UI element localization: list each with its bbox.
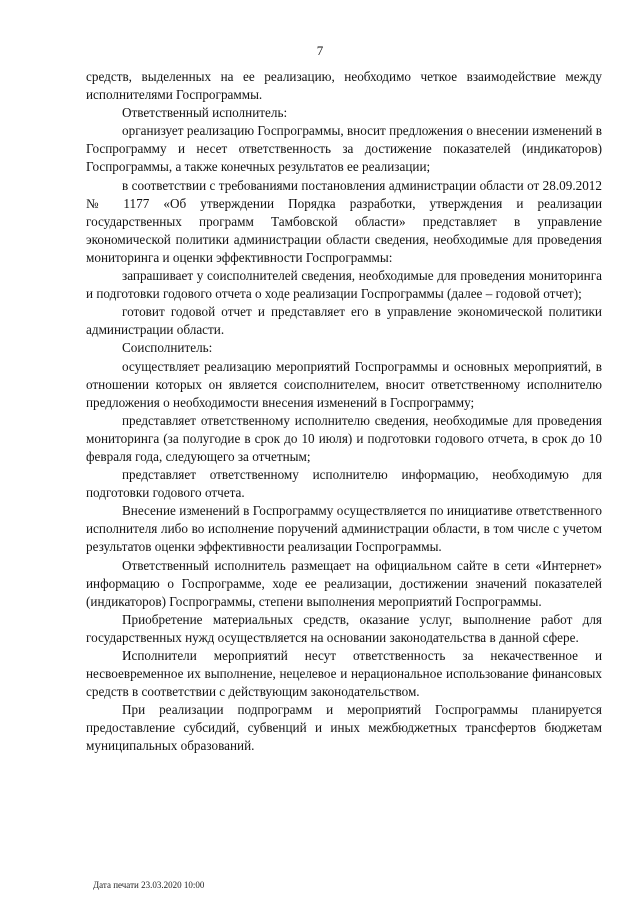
paragraph: Соисполнитель:	[122, 340, 213, 356]
paragraph: представляет ответственному исполнителю сведения, необходимые для проведения мониторинга (за полугодие в срок до 10 июля) и подготовки годового отчета, в срок до 10 февраля года, следующего за отчетным;	[86, 412, 602, 464]
paragraph: Ответственный исполнитель:	[122, 105, 288, 121]
paragraph: Приобретение материальных средств, оказание услуг, выполнение работ для государственных нужд осуществляется на основании законодательства в данной сфере.	[86, 611, 602, 645]
paragraph: представляет ответственному исполнителю информацию, необходимую для подготовки годового отчета.	[86, 467, 602, 501]
page-number: 7	[316, 43, 324, 58]
paragraph: запрашивает у соисполнителей сведения, необходимые для проведения мониторинга и подготовки годового отчета о ходе реализации Госпрограммы (далее – годовой отчет);	[86, 268, 602, 302]
document-body	[86, 68, 602, 756]
paragraph: Ответственный исполнитель размещает на официальном сайте в сети «Интернет» информацию о Госпрограмме, ходе ее реализации, достижении значений показателей (индикаторов) Госпрограммы, степени выполнения мероприятий Госпрограммы.	[86, 557, 602, 609]
paragraph: организует реализацию Госпрограммы, вносит предложения о внесении изменений в Госпрограмму и несет ответственность за достижение показателей (индикаторов) Госпрограммы, а также конечных результатов ее реализации;	[86, 123, 602, 175]
paragraph: Внесение изменений в Госпрограмму осуществляется по инициативе ответственного исполнителя либо во исполнение поручений администрации области, в том числе с учетом результатов оценки эффективности реализации Госпрограммы.	[86, 503, 602, 555]
paragraph: осуществляет реализацию мероприятий Госпрограммы и основных мероприятий, в отношении которых он является соисполнителем, вносит ответственному исполнителю предложения о необходимости внесения изменений в Госпрограмму;	[86, 358, 602, 410]
paragraph: Исполнители мероприятий несут ответственность за некачественное и несвоевременное их выполнение, нецелевое и нерациональное использование финансовых средств в соответствии с действующим законодательством.	[86, 648, 602, 700]
print-date-footer: Дата печати 23.03.2020 10:00	[93, 880, 205, 890]
paragraph: средств, выделенных на ее реализацию, необходимо четкое взаимодействие между исполнителями Госпрограммы.	[86, 69, 602, 103]
paragraph: готовит годовой отчет и представляет его в управление экономической политики администрации области.	[86, 304, 602, 338]
paragraph: в соответствии с требованиями постановления администрации области от 28.09.2012 № 1177 «Об утверждении Порядка разработки, утверждения и реализации государственных программ Тамбовской области» представляет в управление экономической политики администрации области сведения, необходимые для проведения мониторинга и оценки эффективности Госпрограммы:	[86, 177, 602, 265]
paragraph: При реализации подпрограмм и мероприятий Госпрограммы планируется предоставление субсидий, субвенций и иных межбюджетных трансфертов бюджетам муниципальных образований.	[86, 702, 602, 754]
